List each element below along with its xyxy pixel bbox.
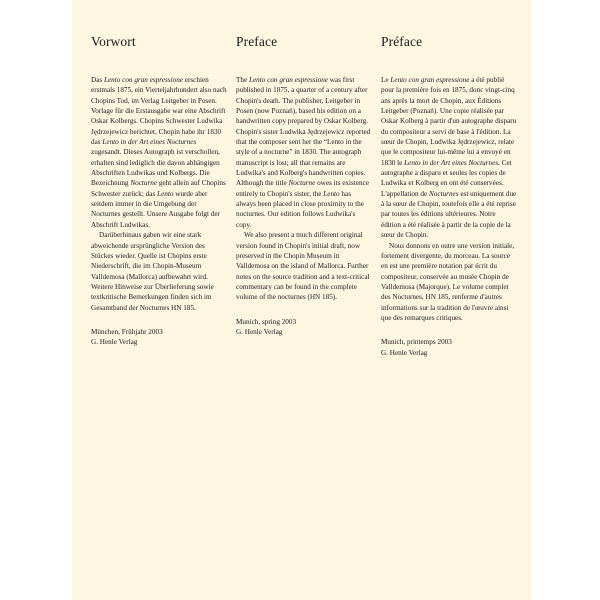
signature-french xyxy=(381,337,517,358)
signature-english xyxy=(236,317,372,338)
place-date-german: München, Frühjahr 2003 xyxy=(91,327,163,336)
place-date-english: Munich, spring 2003 xyxy=(236,317,297,326)
heading-english: Preface xyxy=(236,34,278,49)
place-date-french: Munich, printemps 2003 xyxy=(381,338,452,347)
paragraph-english-2: We also present a much different original version found in Chopin's initial draft, now preserved in the Chopin Museum in Valldemosa on the island of Mallorca. Further notes on the source tradition and a text-critical commentary can be found in the complete volume of the nocturnes (HN 185). xyxy=(236,231,370,302)
heading-german: Vorwort xyxy=(91,34,136,49)
publisher-english: G. Henle Verlag xyxy=(236,327,283,336)
paragraph-french-2: Nous donnons en outre une version initiale, fortement divergente, du morceau. La source en est une première notation par écrit du compositeur, conservée au musée Chopin de Valldemosa (Majorque). Le volume complet des Nocturnes, HN 185, renferme d'autres informations sur la tradition de l'œuvre ainsi que des remarques critiques. xyxy=(381,241,515,322)
paragraph-french-1: Le Lento con gran espressione a été publié pour la première fois en 1875, donc vingt-cinq ans après la mort de Chopin, aux Éditions Leitgeber (Poznań). Une copie réalisée par Oskar Kolberg à partir d'un autographe disparu du compositeur a servi de base à l'édition. La sœur de Chopin, Ludwika Jędrzejewicz, relate que le compositeur lui-même lui a envoyé en 1830 le Lento in der Art eines Nocturnes. Cet autographe a disparu et seules les copies de Ludwika et Kolberg en ont été conservées. L'appellation de Nocturnes est uniquement due à la sœur de Chopin, toutefois elle a été reprise par toutes les éditions ultérieures. Notre édition a été réalisée à partir de la copie de la sœur de Chopin. xyxy=(381,76,517,240)
publisher-german: G. Henle Verlag xyxy=(91,338,138,347)
publisher-french: G. Henle Verlag xyxy=(381,348,428,357)
column-german xyxy=(91,34,227,348)
paragraph-english-1: The Lento con gran espressione was first published in 1875, a quarter of a century after Chopin's death. The publisher, Leitgeber in Posen (now Poznań), based his edition on a handwritten copy prepared by Oskar Kolberg. Chopin's sister Ludwika Jędrzejewicz reported that the composer sent her the “Lento in the style of a nocturne” in 1830. The autograph manuscript is lost; all that remains are Ludwika's and Kolberg's handwritten copies. Although the title Nocturne owes its existence entirely to Chopin's sister, the Lento has always been placed in close proximity to the nocturnes. Our edition follows Ludwika's copy. xyxy=(236,76,371,229)
heading-french: Préface xyxy=(381,34,423,49)
column-french xyxy=(381,34,517,358)
paragraph-german-1: Das Lento con gran espressione erschien erstmals 1875, ein Vierteljahrhundert also nach Chopins Tod, im Verlag Leitgeber in Posen. Vorlage für die Erstausgabe war eine Abschrift Oskar Kolbergs. Chopins Schwester Ludwika Jędrzejewicz berichtet, Chopin habe ihr 1830 das Lento in der Art eines Nocturnes zugesandt. Dieses Autograph ist verschollen, erhalten sind lediglich die davon abhängigen Abschriften Ludwikas und Kolbergs. Die Bezeichnung Nocturne geht allein auf Chopins Schwester zurück; das Lento wurde aber seitdem immer in die Umgebung der Nocturnes gestellt. Unsere Ausgabe folgt der Abschrift Ludwikas. xyxy=(91,76,227,229)
signature-german xyxy=(91,327,227,348)
column-english xyxy=(236,34,372,337)
paragraph-german-2: Darüberhinaus gaben wir eine stark abweichende ursprüngliche Version des Stückes wieder. Quelle ist Chopins erste Niederschrift, die im Chopin-Museum Valldemosa (Mallorca) aufbewahrt wird. Weitere Hinweise zur Überlieferung sowie textkritische Bemerkungen finden sich im Gesamtband der Nocturnes HN 185. xyxy=(91,231,214,312)
